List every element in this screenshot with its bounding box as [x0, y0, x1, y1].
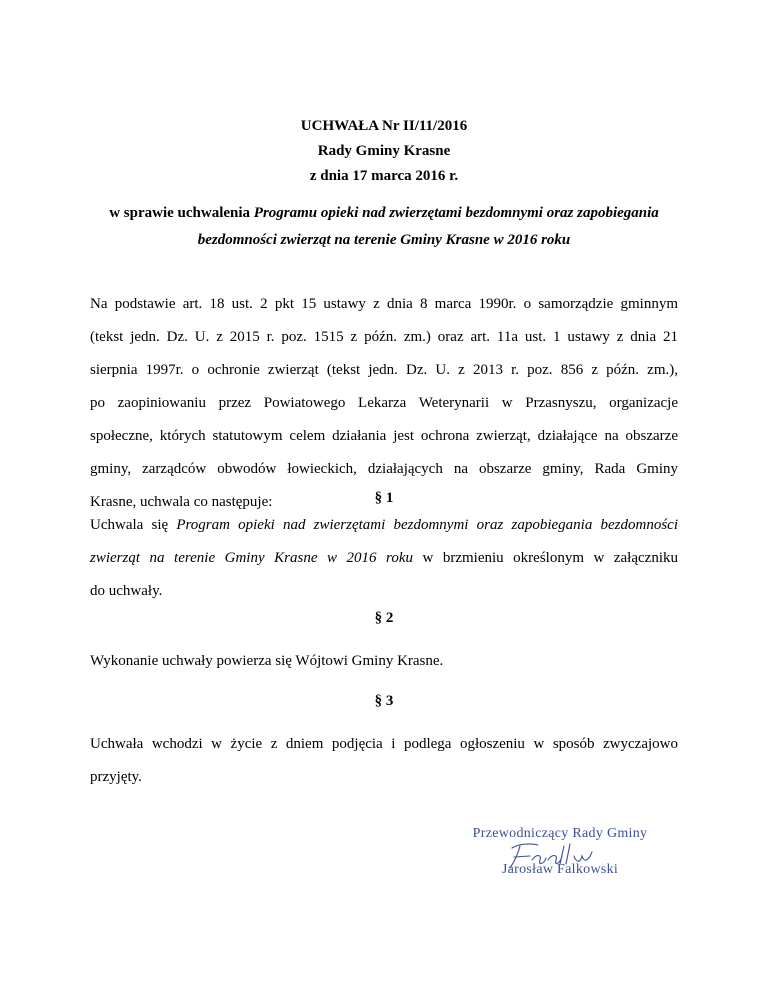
- preamble-line: Krasne, uchwala co następuje:: [90, 494, 273, 510]
- preamble-line: społeczne, których statutowym celem działania jest ochrona zwierząt, działające na obszarze: [90, 428, 678, 444]
- section-1-line: do uchwały.: [90, 583, 163, 599]
- preamble-line: sierpnia 1997r. o ochronie zwierząt (tekst jedn. Dz. U. z 2013 r. poz. 856 z późn. zm.),: [90, 362, 678, 378]
- section-1-suffix: w brzmieniu określonym w załączniku: [412, 550, 678, 566]
- section-3-line: przyjęty.: [90, 769, 142, 785]
- signature-name: Jarosław Falkowski: [501, 862, 619, 877]
- preamble: [90, 288, 678, 519]
- section-2-body: [90, 645, 678, 678]
- section-1-program-title-cont: zwierząt na terenie Gminy Krasne w 2016 roku: [90, 550, 413, 566]
- section-2-heading: § 2: [374, 610, 394, 626]
- section-1-body: [90, 509, 678, 608]
- preamble-line: Na podstawie art. 18 ust. 2 pkt 15 ustawy z dnia 8 marca 1990r. o samorządzie gminnym: [90, 296, 678, 312]
- subject-program-title: Programu opieki nad zwierzętami bezdomnymi oraz zapobiegania: [253, 205, 659, 221]
- section-3-body: [90, 728, 678, 794]
- signature-title: Przewodniczący Rady Gminy: [472, 826, 648, 841]
- section-1-heading: § 1: [374, 490, 394, 506]
- subject-line-2: [0, 232, 768, 249]
- council-name: Rady Gminy Krasne: [317, 143, 451, 159]
- preamble-line: po zaopiniowaniu przez Powiatowego Lekarza Weterynarii w Przasnyszu, organizacje: [90, 395, 678, 411]
- subject-prefix: w sprawie uchwalenia: [109, 205, 254, 221]
- resolution-date: z dnia 17 marca 2016 r.: [309, 168, 459, 184]
- section-1-line: [90, 542, 678, 575]
- resolution-title: UCHWAŁA Nr II/11/2016: [300, 118, 468, 134]
- section-3-heading: § 3: [374, 693, 394, 709]
- section-2-line: Wykonanie uchwały powierza się Wójtowi Gminy Krasne.: [90, 653, 444, 669]
- signature-stamp: [440, 826, 680, 886]
- section-1-line: [90, 509, 678, 542]
- section-1-program-title: Program opieki nad zwierzętami bezdomnymi oraz zapobiegania bezdomności: [176, 517, 678, 533]
- subject-program-title-cont: bezdomności zwierząt na terenie Gminy Krasne w 2016 roku: [197, 232, 571, 248]
- section-1-prefix: Uchwala się: [90, 517, 177, 533]
- preamble-line: (tekst jedn. Dz. U. z 2015 r. poz. 1515 z późn. zm.) oraz art. 11a ust. 1 ustawy z dnia 21: [90, 329, 678, 345]
- preamble-line: gminy, zarządców obwodów łowieckich, działających na obszarze gminy, Rada Gminy: [90, 461, 678, 477]
- subject-line-1: [0, 205, 768, 222]
- section-3-line: Uchwała wchodzi w życie z dniem podjęcia i podlega ogłoszeniu w sposób zwyczajowo: [90, 736, 678, 752]
